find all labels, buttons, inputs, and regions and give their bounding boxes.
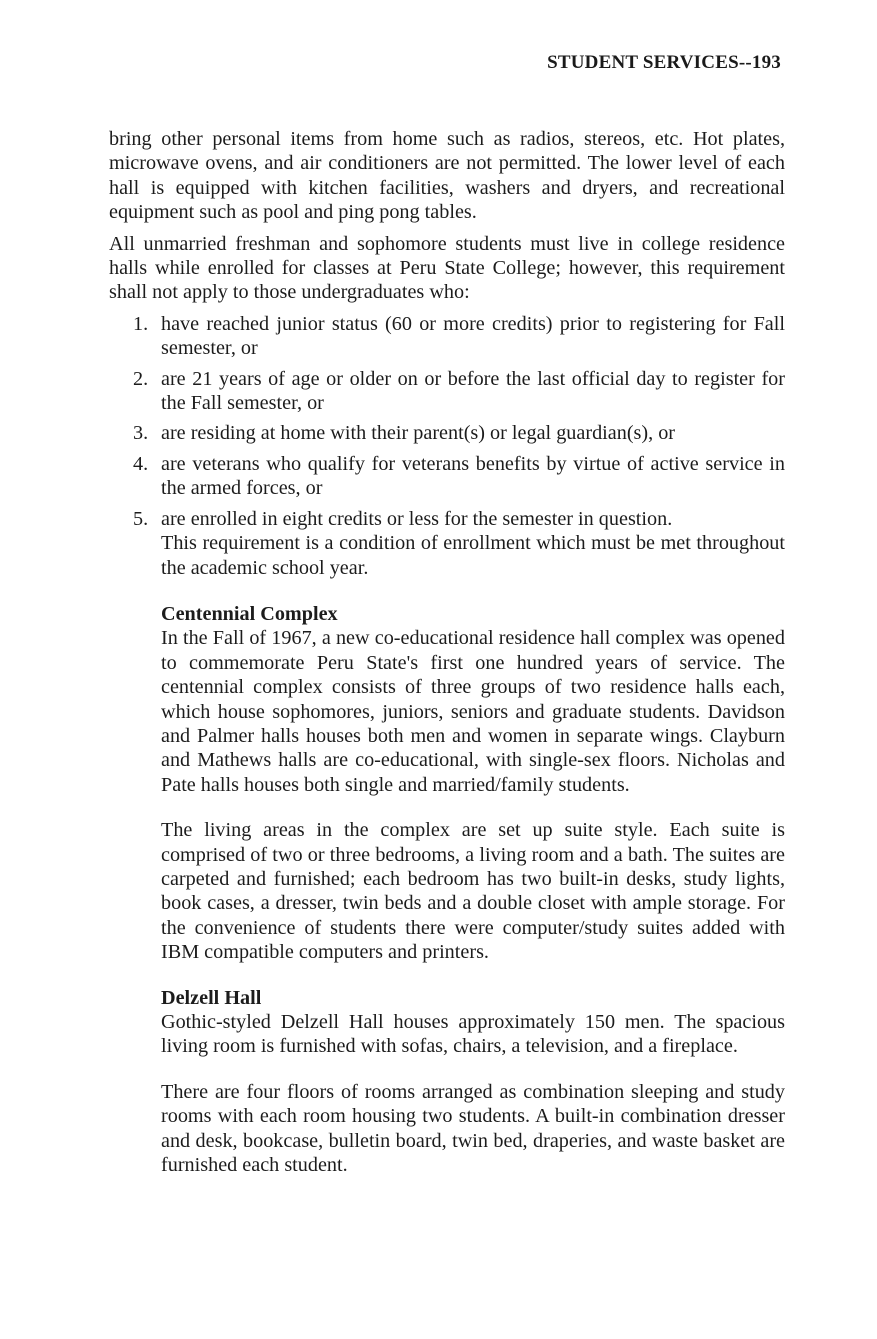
list-item-text: are 21 years of age or older on or before the last official day to register for the Fall semester, or xyxy=(161,367,785,415)
list-item-text: are veterans who qualify for veterans benefits by virtue of active service in the armed forces, or xyxy=(161,452,785,500)
list-item-number: 1. xyxy=(133,312,149,335)
delzell-paragraph: There are four floors of rooms arranged as combination sleeping and study rooms with each room housing two students. A built-in combination dresser and desk, bookcase, bulletin board, twin bed, draperies, and waste basket are furnished each student. xyxy=(161,1080,785,1177)
list-item-number: 4. xyxy=(133,452,149,475)
centennial-paragraph: The living areas in the complex are set up suite style. Each suite is comprised of two or three bedrooms, a living room and a bath. The suites are carpeted and furnished; each bedroom has two built-in desks, study lights, book cases, a dresser, twin beds and a double closet with ample storage. For the convenience of students there were computer/study suites added with IBM compatible computers and printers. xyxy=(161,819,785,964)
page-body xyxy=(109,127,785,1198)
list-item-number: 5. xyxy=(133,507,149,530)
requirements-list xyxy=(109,312,785,531)
section-heading-delzell: Delzell Hall xyxy=(161,986,262,1009)
running-head: STUDENT SERVICES--193 xyxy=(547,52,781,73)
requirement-note: This requirement is a condition of enrollment which must be met throughout the academic school year. xyxy=(161,532,785,579)
list-item-number: 3. xyxy=(133,422,149,445)
delzell-paragraph: Gothic-styled Delzell Hall houses approximately 150 men. The spacious living room is furnished with sofas, chairs, a television, and a fireplace. xyxy=(161,1011,785,1058)
list-item-text: are enrolled in eight credits or less for the semester in question. xyxy=(161,507,673,530)
centennial-section xyxy=(109,602,785,965)
list-item-number: 2. xyxy=(133,367,149,390)
residency-paragraph: All unmarried freshman and sophomore students must live in college residence halls while enrolled for classes at Peru State College; however, this requirement shall not apply to those undergraduates who: xyxy=(109,232,785,304)
section-heading-centennial: Centennial Complex xyxy=(161,602,338,625)
list-item xyxy=(109,507,785,531)
delzell-section xyxy=(109,986,785,1178)
list-item-text: have reached junior status (60 or more credits) prior to registering for Fall semester, or xyxy=(161,312,785,360)
list-item-text: are residing at home with their parent(s) or legal guardian(s), or xyxy=(161,422,676,445)
centennial-paragraph: In the Fall of 1967, a new co-educational residence hall complex was opened to commemorate Peru State's first one hundred years of service. The centennial complex consists of three groups of two residence halls each, which house sophomores, juniors, seniors and graduate students. Davidson and Palmer halls houses both men and women in separate wings. Clayburn and Mathews halls are co-educational, with single-sex floors. Nicholas and Pate halls houses both single and married/family students. xyxy=(161,627,785,796)
list-item xyxy=(109,312,785,361)
list-item xyxy=(109,421,785,445)
list-item xyxy=(109,452,785,501)
intro-paragraph: bring other personal items from home such as radios, stereos, etc. Hot plates, microwave ovens, and air conditioners are not permitted. The lower level of each hall is equipped with kitchen facilities, washers and dryers, and recreational equipment such as pool and ping pong tables. xyxy=(109,128,785,224)
list-item xyxy=(109,367,785,416)
